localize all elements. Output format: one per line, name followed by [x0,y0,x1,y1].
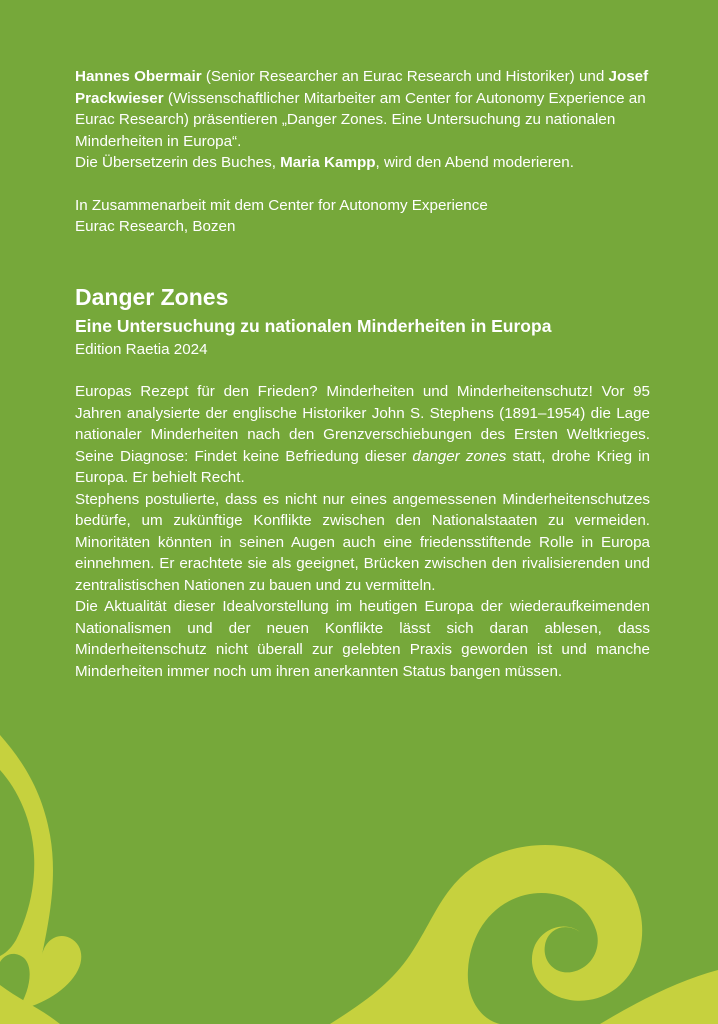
description-paragraph: Europas Rezept für den Frieden? Minderheiten und Minderheitenschutz! Vor 95 Jahren analysierte der englische Historiker John S. Stephens (1891–1954) die Lage nationaler Minderheiten nach den Grenzverschiebungen des Ersten Weltkrieges. Seine Diagnose: Findet keine Befriedung dieser danger zones statt, drohe Krieg in Europa. Er behielt Recht. [75,383,650,486]
collaboration-note [75,195,650,238]
main-content [75,66,650,682]
description-paragraph: Die Aktualität dieser Idealvorstellung im heutigen Europa der wiederaufkeimenden Nationalismen und der neuen Konflikte lässt sich daran ablesen, dass Minderheitenschutz nicht überall zur gelebten Praxis geworden ist und manche Minderheiten immer noch um ihren anerkannten Status bangen müssen. [75,598,650,680]
book-edition: Edition Raetia 2024 [75,340,208,358]
collaboration-line: In Zusammenarbeit mit dem Center for Autonomy Experience [75,196,488,214]
event-intro [75,66,650,174]
spiral-wave-ornament-icon [330,845,718,1024]
speaker-role: (Wissenschaftlicher Mitarbeiter am Center for Autonomy Experience an Eurac Research) präsentieren „Danger Zones. Eine Untersuchung zu nationalen Minderheiten in Europa“. [75,89,646,150]
moderator-paragraph: Die Übersetzerin des Buches, Maria Kampp, wird den Abend moderieren. [75,154,574,171]
swirl-ornament-left-icon [0,735,81,1024]
book-title: Danger Zones [75,283,229,310]
speaker-name: Josef Prackwieser [75,68,649,107]
book-subtitle: Eine Untersuchung zu nationalen Minderheiten in Europa [75,315,552,336]
speaker-role: (Senior Researcher an Eurac Research und Historiker) und [201,68,609,85]
book-description [75,381,650,682]
moderator-name: Maria Kampp [280,154,376,171]
speaker-name: Hannes Obermair [75,68,202,85]
speakers-paragraph [75,66,650,152]
collaboration-line: Eurac Research, Bozen [75,218,236,235]
description-paragraph: Stephens postulierte, dass es nicht nur eines angemessenen Minderheitenschutzes bedürfe, um zukünftige Konflikte zwischen den Nationalstaaten zu vermeiden. Minoritäten könnten in seinen Augen auch eine friedensstiftende Rolle in Europa einnehmen. Er erachtete sie als geeignet, Brücken zwischen den rivalisierenden und zentralistischen Nationen zu bauen und zu vermitteln. [75,490,650,594]
italic-term: danger zones [412,447,507,465]
